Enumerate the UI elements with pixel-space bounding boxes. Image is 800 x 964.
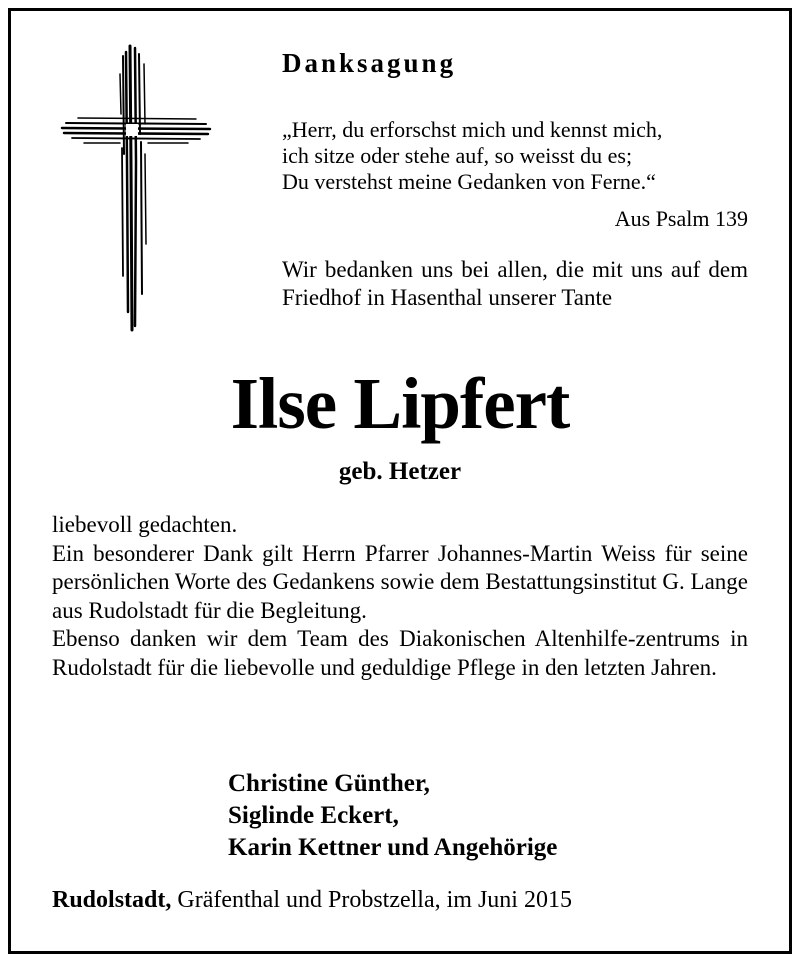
cross-icon	[60, 44, 212, 334]
maiden-name: geb. Hetzer	[338, 458, 462, 485]
body-paragraph: Ein besonderer Dank gilt Herrn Pfarrer Johannes-Martin Weiss für seine persönlichen Worte des Gedankens sowie dem Bestattungsinstitut G. Lange aus Rudolstadt für die Begleitung.	[52, 540, 748, 623]
intro-text: Wir bedanken uns bei allen, die mit uns auf dem Friedhof in Hasenthal unserer Tante	[282, 257, 748, 310]
thanks-body	[52, 511, 748, 682]
psalm-quote	[282, 117, 752, 195]
heading-title: Danksagung	[282, 48, 457, 78]
body-paragraph: liebevoll gedachten.	[52, 512, 238, 537]
quote-line: Du verstehst meine Gedanken von Ferne.“	[282, 169, 656, 194]
signatory: Siglinde Eckert,	[228, 802, 399, 829]
signatory: Christine Günther,	[228, 770, 430, 797]
quote-line: „Herr, du erforschst mich und kennst mich,	[282, 117, 663, 142]
place-primary: Rudolstadt,	[52, 887, 172, 913]
quote-line: ich sitze oder stehe auf, so weisst du es;	[282, 143, 633, 168]
place-date	[52, 887, 572, 914]
place-rest: Gräfenthal und Probstzella, im Juni 2015	[171, 887, 572, 913]
signatories	[228, 768, 557, 864]
deceased-name: Ilse Lipfert	[230, 363, 570, 444]
signatory: Karin Kettner und Angehörige	[228, 834, 558, 861]
body-paragraph: Ebenso danken wir dem Team des Diakonischen Altenhilfe-zentrums in Rudolstadt für die liebevolle und geduldige Pflege in den letzten Jahren.	[52, 626, 748, 680]
quote-source: Aus Psalm 139	[614, 206, 748, 231]
